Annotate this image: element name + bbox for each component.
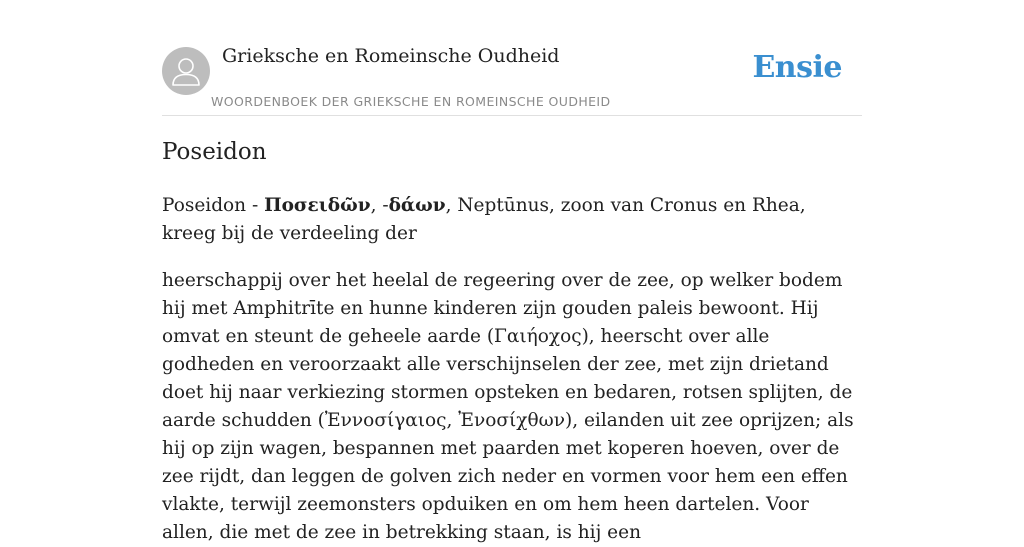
entry-paragraph-1 [162, 192, 862, 248]
source-title-link[interactable]: Grieksche en Romeinsche Oudheid [222, 45, 560, 67]
entry-paragraph-2: heerschappij over het heelal de regeering over de zee, op welker bodem hij met Amphitrīte en hunne kinderen zijn gouden paleis bewoont. Hij omvat en steunt de geheele aarde (Γαιήοχος), heerscht over alle godheden en veroorzaakt alle verschijnselen der zee, met zijn drietand doet hij naar verkiezing stormen opsteken en bedaren, rotsen splijten, de aarde schudden (Ἐννοσίγαιος, Ἐνοσίχθων), eilanden uit zee oprijzen; als hij op zijn wagen, bespannen met paarden met koperen hoeven, over de zee rijdt, dan leggen de golven zich neder en vormen voor hem een effen vlakte, terwijl zeemonsters opduiken en om hem heen dartelen. Voor allen, die met de zee in betrekking staan, is hij een [162, 270, 854, 543]
greek-term: Ποσειδῶν [264, 195, 371, 216]
greek-term: δάων [388, 195, 446, 216]
entry-text: Poseidon - [162, 195, 265, 216]
source-header [162, 0, 862, 116]
entry-text: , - [370, 195, 389, 216]
user-silhouette-icon [162, 47, 210, 95]
content-container [162, 0, 862, 543]
source-avatar[interactable] [162, 47, 210, 95]
source-subtitle: WOORDENBOEK DER GRIEKSCHE EN ROMEINSCHE OUDHEID [211, 94, 611, 109]
ensie-logo[interactable]: Ensie [752, 50, 842, 85]
entry-title: Poseidon [162, 139, 267, 165]
entry-text: , Neptūnus, zoon van Cronus en Rhea, kreeg bij de verdeeling der [162, 195, 806, 244]
